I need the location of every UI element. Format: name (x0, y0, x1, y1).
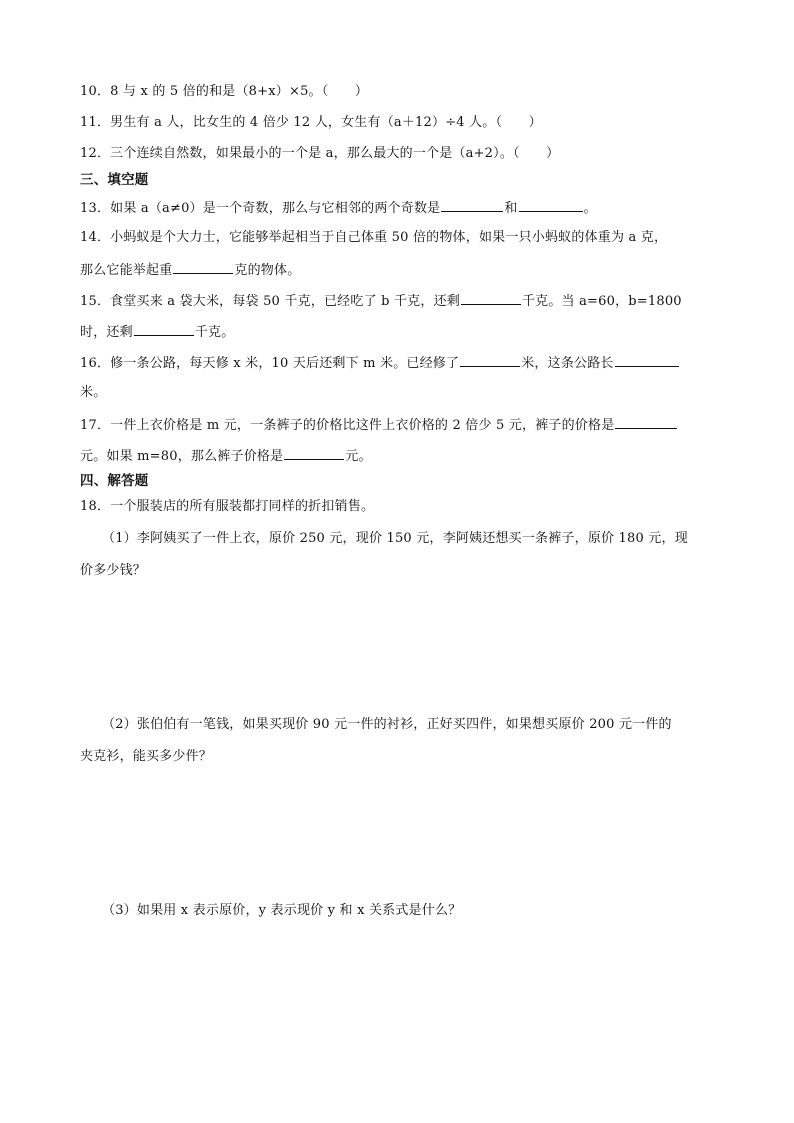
question-18-stem: 18．一个服装店的所有服装都打同样的折扣销售。 (80, 499, 375, 514)
question-18-part-1-line-1: （1）李阿姨买了一件上衣，原价 250 元，现价 150 元，李阿姨还想买一条裤子，原价 180 元，现 (102, 531, 688, 546)
question-13 (80, 199, 720, 217)
section-heading-solve: 四、解答题 (80, 473, 149, 489)
answer-blank-13-1[interactable] (441, 199, 503, 212)
answer-blank-17-2[interactable] (284, 447, 344, 460)
question-18-part-3: （3）如果用 x 表示原价，y 表示现价 y 和 x 关系式是什么？ (102, 903, 462, 918)
question-14-line-2 (80, 261, 720, 279)
question-16-text-b: 米，这条公路长 (521, 356, 614, 371)
section-heading-fill-in: 三、填空题 (80, 172, 149, 188)
question-14-text-b: 克的物体。 (234, 263, 301, 278)
question-16-line-2: 米。 (80, 385, 107, 400)
question-18-part-2-line-1: （2）张伯伯有一笔钱，如果买现价 90 元一件的衬衫，正好买四件，如果想买原价 200 元一件的 (102, 717, 672, 732)
question-17-line-1 (80, 416, 720, 434)
answer-blank-16-2[interactable] (615, 354, 679, 367)
question-15-line-1 (80, 292, 720, 310)
question-13-text-c: 。 (583, 201, 597, 216)
question-16-line-1 (80, 354, 720, 372)
question-17-text-a: 17．一件上衣价格是 m 元，一条裤子的价格比这件上衣价格的 2 倍少 5 元，裤子的价格是 (80, 418, 615, 433)
question-18-part-2-line-2: 夹克衫，能买多少件？ (80, 749, 213, 764)
question-13-text-a: 13．如果 a（a≠0）是一个奇数，那么与它相邻的两个奇数是 (80, 201, 441, 216)
question-12: 12．三个连续自然数，如果最小的一个是 a，那么最大的一个是（a+2）。（ ） (80, 146, 560, 161)
answer-blank-17-1[interactable] (615, 416, 677, 429)
question-16-text-a: 16．修一条公路，每天修 x 米，10 天后还剩下 m 米。已经修了 (80, 356, 460, 371)
answer-blank-15-1[interactable] (461, 292, 521, 305)
question-15-text-b: 千克。当 a=60，b=1800 (521, 294, 682, 309)
question-14-text-a: 那么它能举起重 (80, 263, 173, 278)
answer-blank-16-1[interactable] (460, 354, 520, 367)
answer-blank-13-2[interactable] (519, 199, 583, 212)
question-15-text-a: 15．食堂买来 a 袋大米，每袋 50 千克，已经吃了 b 千克，还剩 (80, 294, 460, 309)
question-15-text-d: 千克。 (194, 325, 235, 340)
question-17-line-2 (80, 447, 720, 465)
question-15-text-c: 时，还剩 (80, 325, 133, 340)
question-14-line-1: 14．小蚂蚁是个大力士，它能够举起相当于自己体重 50 倍的物体，如果一只小蚂蚁的体重为 a 克， (80, 230, 668, 245)
question-17-text-b: 元。如果 m=80，那么裤子价格是 (80, 449, 284, 464)
question-17-text-c: 元。 (345, 449, 372, 464)
answer-blank-14[interactable] (173, 261, 233, 274)
question-13-text-b: 和 (504, 201, 518, 216)
question-15-line-2 (80, 323, 720, 341)
answer-blank-15-2[interactable] (134, 323, 194, 336)
question-10: 10．8 与 x 的 5 倍的和是（8+x）×5。（ ） (80, 84, 369, 99)
question-11: 11．男生有 a 人，比女生的 4 倍少 12 人，女生有（a＋12）÷4 人。（ ） (80, 115, 542, 130)
question-18-part-1-line-2: 价多少钱？ (80, 563, 147, 578)
